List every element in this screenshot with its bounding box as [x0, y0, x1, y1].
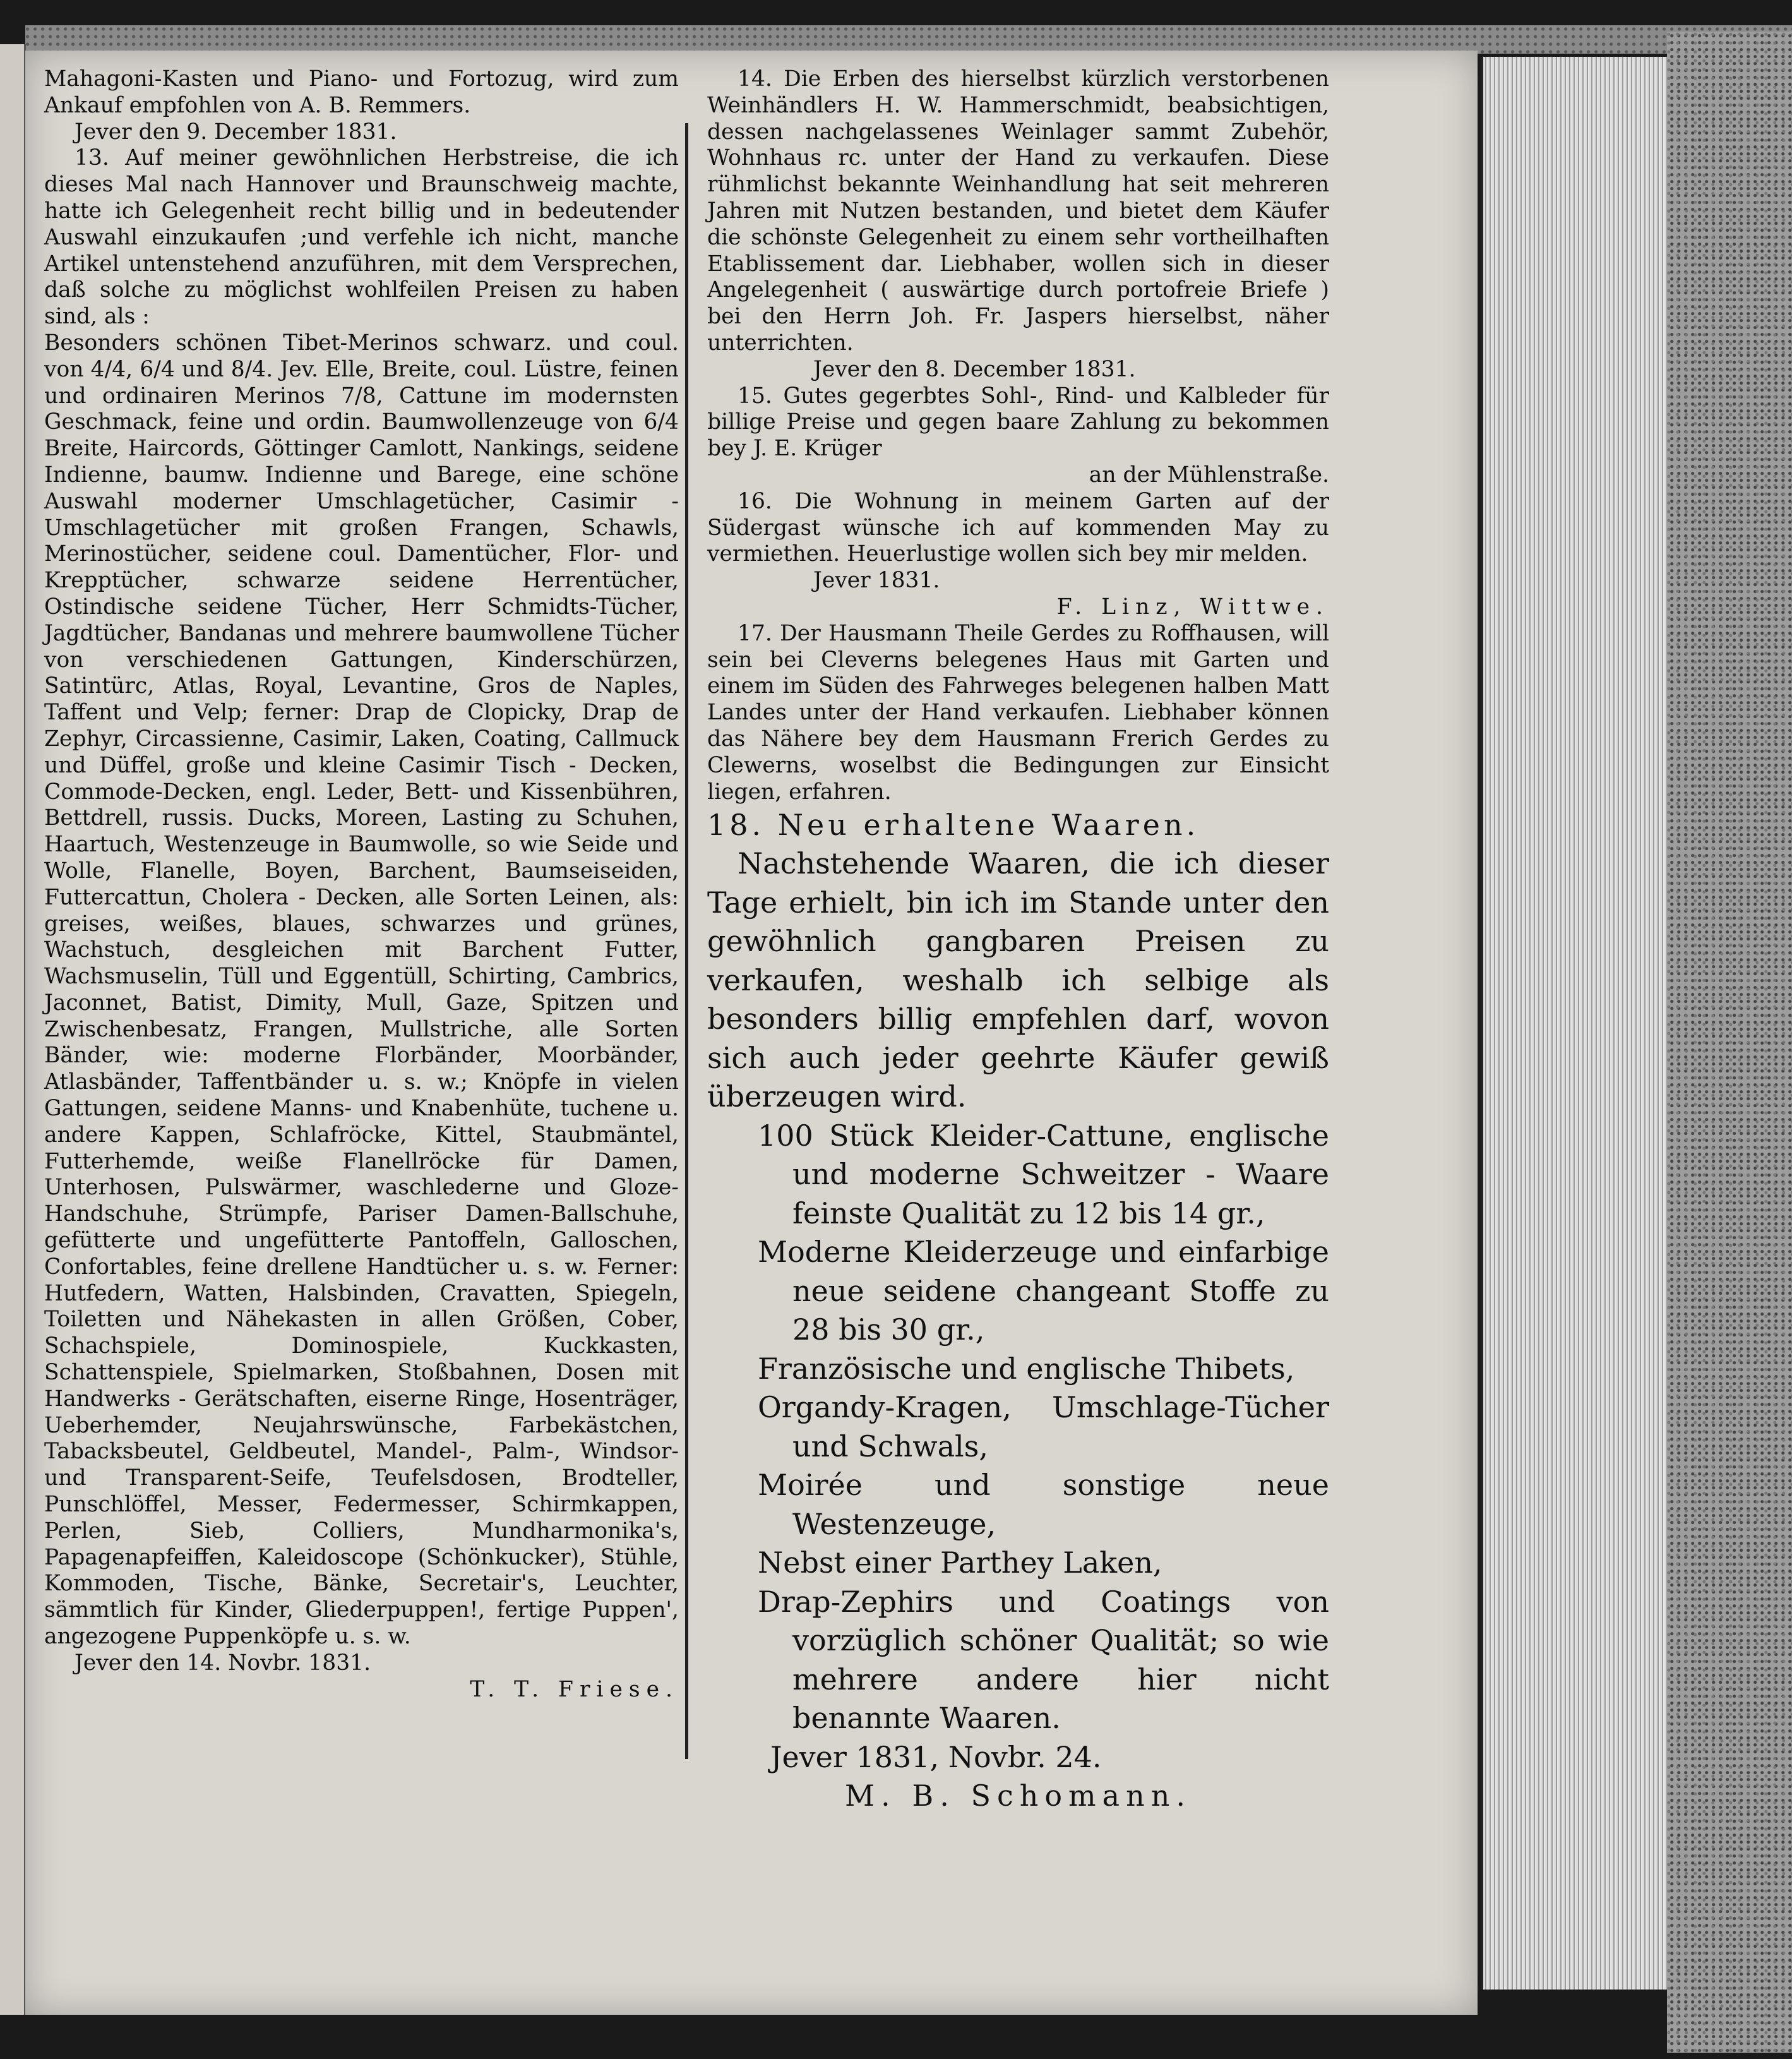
ad-17-text: 17. Der Hausmann Theile Gerdes zu Roffhausen, will sein bei Cleverns belegenes Haus mit Garten und einem im Süden des Fahrweges belegenen halben Matt Landes unter der Hand verkaufen. Liebhaber können das Nähere bey dem Hausmann Frerich Gerdes zu Clewerns, woselbst die Bedingungen zur Einsicht liegen, erfahren. — [707, 620, 1329, 805]
ad-18-item: Nebst einer Parthey Laken, — [758, 1546, 1162, 1580]
ad-13-intro: 13. Auf meiner gewöhnlichen Herbstreise, die ich dieses Mal nach Hannover und Braunschweig machte, hatte ich Gelegenheit recht billig und in bedeutender Auswahl einzukaufen ;und verfehle ich nicht, manche Artikel untenstehend anzuführen, mit dem Versprechen, daß solche zu möglichst wohlfeilen Preisen zu haben sind, als : — [44, 145, 679, 330]
ad-18-signature: M. B. Schomann. — [845, 1779, 1192, 1813]
ad-18-intro: Nachstehende Waaren, die ich dieser Tage erhielt, bin ich im Stande unter den gewöhnlich gangbaren Preisen zu verkaufen, weshalb ich selbige als besonders billig empfehlen darf, wovon sich auch jeder geehrte Käufer gewiß überzeugen wird. — [707, 846, 1329, 1114]
ad-16-text: 16. Die Wohnung in meinem Garten auf der Südergast wünsche ich auf kommenden May zu vermiethen. Heuerlustige wollen sich bey mir melden. — [707, 488, 1329, 567]
ad-18-item: Französische und englische Thibets, — [758, 1351, 1295, 1386]
ad-18-item: Moirée und sonstige neue Westenzeuge, — [758, 1468, 1329, 1541]
ad-18-date: Jever 1831, Novbr. 24. — [770, 1739, 1102, 1774]
intro-date: Jever den 9. December 1831. — [75, 119, 397, 145]
ad-18-item: Drap-Zephirs und Coatings von vorzüglich schöner Qualität; so wie mehrere andere hier nicht benannte Waaren. — [758, 1584, 1329, 1736]
right-column — [707, 66, 1329, 1816]
book-cover-right — [1667, 32, 1792, 2053]
column-divider — [685, 123, 688, 1759]
ad-14-date: Jever den 8. December 1831. — [813, 356, 1136, 382]
ad-13-signature: T. T. Friese. — [470, 1676, 679, 1702]
ad-15-address: an der Mühlenstraße. — [1089, 462, 1329, 488]
ad-13-list: Besonders schönen Tibet-Merinos schwarz. und coul. von 4/4, 6/4 und 8/4. Jev. Elle, Breite, coul. Lüstre, feinen und ordinairen Merinos 7/8, Cattune im modernsten Geschmack, feine und ordin. Baumwollenzeuge von 6/4 Breite, Haircords, Göttinger Camlott, Nankings, seidene Indienne, baumw. Indienne und Barege, eine schöne Auswahl moderner Umschlagetücher, Casimir - Umschlagetücher mit großen Frangen, Schawls, Merinostücher, seidene coul. Damentücher, Flor- und Krepptücher, schwarze seidene Herrentücher, Ostindische seidene Tücher, Herr Schmidts-Tücher, Jagdtücher, Bandanas und mehrere baumwollene Tücher von verschiedenen Gattungen, Kinderschürzen, Satintürc, Atlas, Royal, Levantine, Gros de Naples, Taffent und Velp; ferner: Drap de Clopicky, Drap de Zephyr, Circassienne, Casimir, Laken, Coating, Callmuck und Düffel, große und kleine Casimir Tisch - Decken, Commode-Decken, engl. Leder, Bett- und Kissenbühren, Bettdrell, russis. Ducks, Moreen, Lasting zu Schuhen, Haartuch, Westenzeuge in Baumwolle, so wie Seide und Wolle, Flanelle, Boyen, Barchent, Baumseiseiden, Futtercattun, Cholera - Decken, alle Sorten Leinen, als: greises, weißes, blaues, schwarzes und grünes, Wachstuch, desgleichen mit Barchent Futter, Wachsmuselin, Tüll und Eggentüll, Schirting, Cambrics, Jaconnet, Batist, Dimity, Mull, Gaze, Spitzen und Zwischenbesatz, Frangen, Mullstriche, alle Sorten Bänder, wie: moderne Florbänder, Moorbänder, Atlasbänder, Taffentbänder u. s. w.; Knöpfe in vielen Gattungen, seidene Manns- und Knabenhüte, tuchene u. andere Kappen, Schlafröcke, Kittel, Staubmäntel, Futterhemde, weiße Flanellröcke für Damen, Unterhosen, Pulswärmer, waschlederne und Gloze-Handschuhe, Strümpfe, Pariser Damen-Ballschuhe, gefütterte und ungefütterte Pantoffeln, Galloschen, Confortables, feine drellene Handtücher u. s. w. Ferner: Hutfedern, Watten, Halsbinden, Cravatten, Spiegeln, Toiletten und Nähekasten in allen Größen, Cober, Schachspiele, Dominospiele, Kuckkasten, Schattenspiele, Spielmarken, Stoßbahnen, Dosen mit Handwerks - Gerätschaften, eiserne Ringe, Hosenträger, Ueberhemder, Neujahrswünsche, Farbekästchen, Tabacksbeutel, Geldbeutel, Mandel-, Palm-, Windsor- und Transparent-Seife, Teufelsdosen, Brodteller, Punschlöffel, Messer, Federmesser, Schirmkappen, Perlen, Sieb, Colliers, Mundharmonika's, Papagenapfeiffen, Kaleidoscope (Schönkucker), Stühle, Kommoden, Tische, Bänke, Secretair's, Leuchter, sämmtlich für Kinder, Gliederpuppen!, fertige Puppen', angezogene Puppenköpfe u. s. w. — [44, 330, 679, 1650]
intro-text: Mahagoni-Kasten und Piano- und Fortozug, wird zum Ankauf empfohlen von A. B. Remmers. — [44, 66, 679, 118]
ad-14-text: 14. Die Erben des hierselbst kürzlich verstorbenen Weinhändlers H. W. Hammerschmidt, beabsichtigen, dessen nachgelassenes Weinlager sammt Zubehör, Wohnhaus rc. unter der Hand zu verkaufen. Diese rühmlichst bekannte Weinhandlung hat seit mehreren Jahren mit Nutzen bestanden, und bietet dem Käufer die schönste Gelegenheit zu einem sehr vortheilhaften Etablissement dar. Liebhaber, wollen sich in dieser Angelegenheit ( auswärtige durch portofreie Briefe ) bei den Herrn Joh. Fr. Jaspers hierselbst, näher unterrichten. — [707, 66, 1329, 356]
book-cover-top — [25, 25, 1792, 54]
ad-13-date: Jever den 14. Novbr. 1831. — [75, 1650, 371, 1676]
previous-page-edge — [0, 44, 26, 2015]
ad-18-item: Moderne Kleiderzeuge und einfarbige neue seidene changeant Stoffe zu 28 bis 30 gr., — [758, 1235, 1329, 1347]
ad-18-heading: 18. Neu erhaltene Waaren. — [707, 808, 1200, 843]
ad-18-item: Organdy-Kragen, Umschlage-Tücher und Schwals, — [758, 1390, 1329, 1463]
ad-16-date: Jever 1831. — [813, 568, 940, 594]
ad-18-item: 100 Stück Kleider-Cattune, englische und moderne Schweitzer - Waare feinste Qualität zu 12 bis 14 gr., — [758, 1118, 1329, 1230]
ad-15-text: 15. Gutes gegerbtes Sohl-, Rind- und Kalbleder für billige Preise und gegen baare Zahlung zu bekommen bey J. E. Krüger — [707, 383, 1329, 462]
ad-16-signature: F. Linz, Wittwe. — [1056, 594, 1329, 620]
left-column — [44, 66, 679, 1703]
page-stack-edges — [1481, 57, 1673, 1990]
